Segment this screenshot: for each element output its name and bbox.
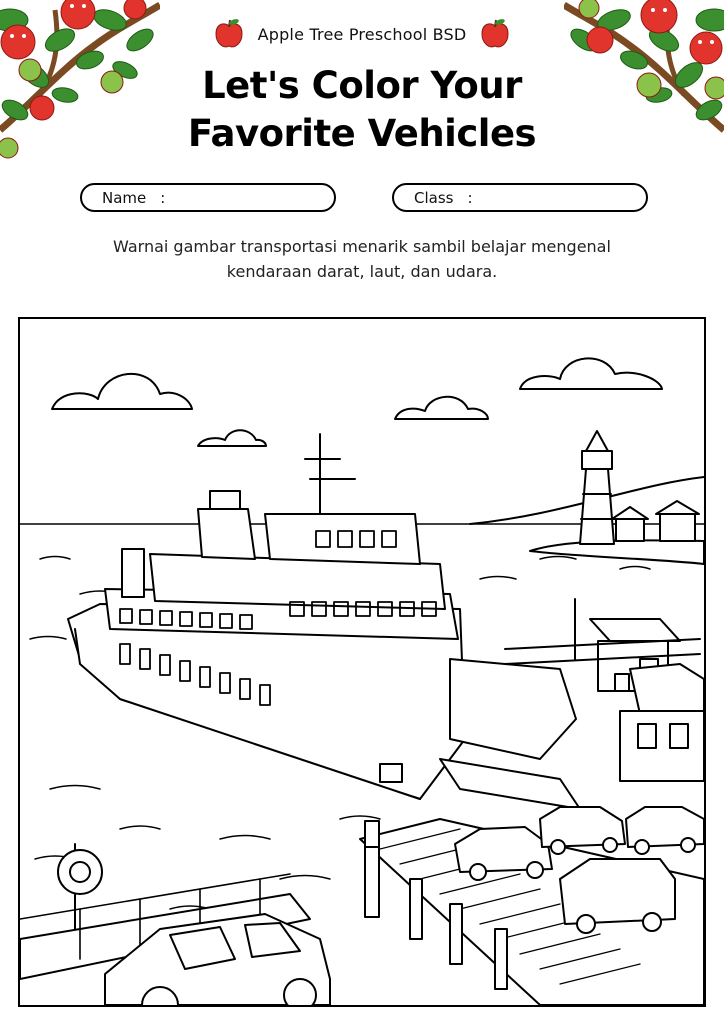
class-field[interactable] <box>392 183 648 212</box>
car <box>626 807 704 854</box>
title-line-2: Favorite Vehicles <box>187 112 537 155</box>
ferry <box>68 434 580 809</box>
lighthouse <box>580 431 614 544</box>
apple-icon <box>480 18 510 50</box>
name-label: Name <box>102 188 147 207</box>
class-label: Class <box>414 188 454 207</box>
cloud <box>52 358 662 446</box>
instructions-line-2: kendaraan darat, laut, dan udara. <box>226 262 498 281</box>
instructions-line-1: Warnai gambar transportasi menarik sambil belajar mengenal <box>113 237 611 256</box>
coloring-illustration-frame[interactable] <box>18 317 706 1007</box>
ferry-illustration <box>20 319 704 1005</box>
instructions <box>60 234 664 284</box>
car <box>540 807 625 854</box>
school-name: Apple Tree Preschool BSD <box>257 24 467 44</box>
apple-icon <box>214 18 244 50</box>
name-field[interactable] <box>80 183 336 212</box>
name-colon: : <box>160 188 166 207</box>
page-title <box>0 62 724 158</box>
class-colon: : <box>467 188 473 207</box>
title-line-1: Let's Color Your <box>202 64 522 107</box>
school-header <box>0 16 724 52</box>
van <box>560 859 675 933</box>
life-ring-icon <box>58 850 102 894</box>
